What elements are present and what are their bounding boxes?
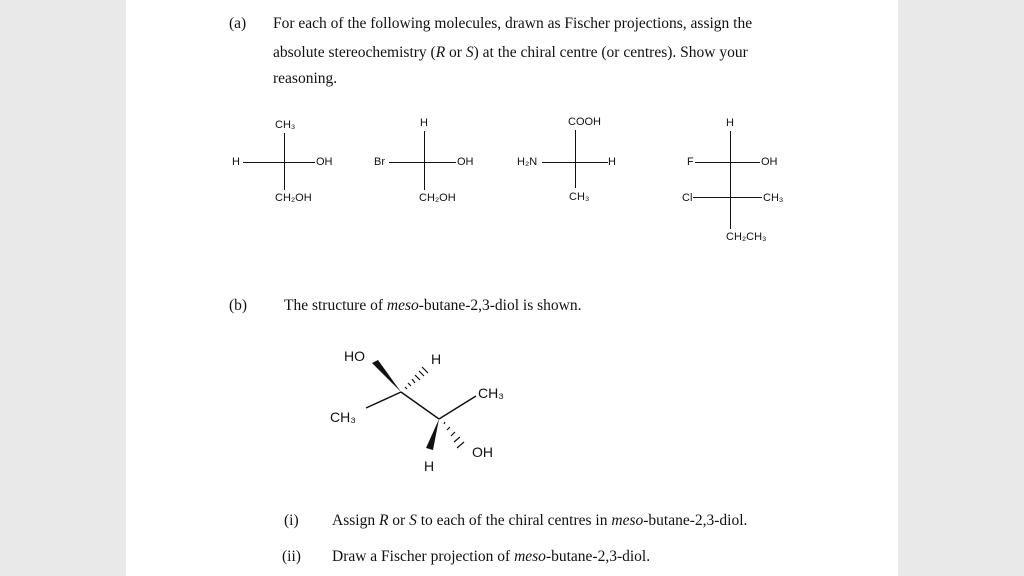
wedge-bond-ho	[372, 360, 401, 392]
mol1-top: CH₃	[275, 119, 296, 131]
mol4-right-lower: CH₃	[763, 192, 784, 204]
mol1-left: H	[232, 156, 240, 168]
mol1-right: OH	[316, 156, 333, 168]
mol1-bottom: CH₂OH	[275, 192, 312, 204]
mol4-right-upper: OH	[761, 156, 778, 168]
hash-bond-h-top	[405, 367, 428, 389]
mol4-left-upper: F	[687, 156, 694, 168]
mol3-right: H	[608, 156, 616, 168]
part-b-intro: The structure of meso-butane-2,3-diol is shown.	[284, 297, 582, 314]
mol2-right: OH	[457, 156, 474, 168]
mol2-left: Br	[374, 156, 385, 168]
mol4-left-lower: Cl	[682, 192, 693, 204]
part-b-label: (b)	[229, 297, 248, 314]
bond-c2-c3	[401, 392, 439, 419]
document-page	[126, 0, 898, 576]
question-ii-text: Draw a Fischer projection of meso-butane-2,3-diol.	[332, 548, 651, 565]
part-a-line-2: absolute stereochemistry (R or S) at the chiral centre (or centres). Show your	[273, 44, 748, 61]
hash-bond-oh	[444, 422, 464, 448]
mol2-bottom: CH₂OH	[419, 192, 456, 204]
structure-bonds	[126, 0, 898, 576]
question-i-text: Assign R or S to each of the chiral centres in meso-butane-2,3-diol.	[332, 512, 748, 529]
structure-ch3-left: CH₃	[330, 409, 356, 425]
question-i-label: (i)	[284, 512, 299, 529]
part-a-line-1: For each of the following molecules, drawn as Fischer projections, assign the	[273, 15, 753, 32]
structure-ch3-right: CH₃	[478, 385, 504, 401]
bond-c2-ch3	[366, 392, 401, 408]
mol4-top: H	[726, 117, 734, 129]
mol3-top: COOH	[568, 116, 601, 128]
structure-ho: HO	[344, 348, 365, 364]
structure-oh: OH	[472, 444, 493, 460]
mol4-bottom: CH₂CH₃	[726, 231, 767, 243]
wedge-bond-h-bottom	[426, 419, 439, 450]
part-a-label: (a)	[229, 15, 247, 32]
bond-c3-ch3	[439, 396, 476, 419]
mol3-bottom: CH₃	[569, 191, 590, 203]
question-ii-label: (ii)	[282, 548, 301, 565]
mol2-top: H	[420, 117, 428, 129]
structure-h-top: H	[431, 351, 442, 367]
mol3-left: H₂N	[517, 156, 538, 168]
part-a-line-3: reasoning.	[273, 70, 338, 87]
structure-h-bottom: H	[424, 458, 435, 474]
